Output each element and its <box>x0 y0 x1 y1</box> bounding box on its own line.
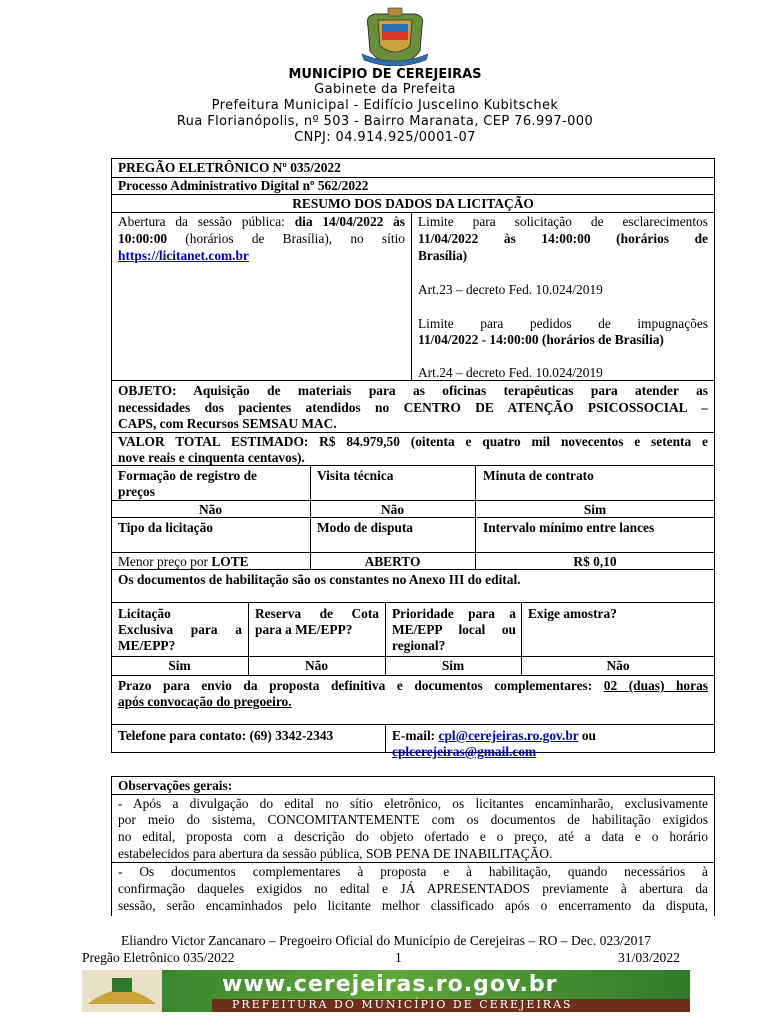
limite-impugnacoes-date: 11/04/2022 - 14:00:00 (horários de Brasília) <box>418 332 664 347</box>
minuta-value: Sim <box>583 502 607 517</box>
visita-label: Visita técnica <box>317 468 394 483</box>
footer-page-number: 1 <box>395 950 402 965</box>
header-line-2: Prefeitura Municipal - Edifício Juscelino Kubitschek <box>211 98 559 113</box>
row-divider <box>111 602 715 603</box>
banner-url: www.cerejeiras.ro.gov.br <box>222 972 558 997</box>
obs-border <box>111 776 112 916</box>
box-border <box>111 158 715 159</box>
email-link-1[interactable]: cpl@cerejeiras.ro.gov.br <box>438 728 579 743</box>
formacao-label: Formação de registro de preços <box>118 468 257 499</box>
intervalo-value: R$ 0,10 <box>573 554 617 569</box>
tipo-value: Menor preço por LOTE <box>118 554 249 569</box>
obs-p1-line-3: no edital, proposta com a descrição do objeto ofertado e o preço, até a data e o horário <box>118 829 708 844</box>
objeto-line-2: necessidades dos pacientes atendidos no CENTRO DE ATENÇÃO PSICOSSOCIAL – <box>118 400 708 415</box>
modo-value: ABERTO <box>364 554 421 569</box>
formacao-value: Não <box>198 502 223 517</box>
limite-esclarecimentos-tz: Brasília) <box>418 248 468 263</box>
limite-impugnacoes: Limite para pedidos de impugnações <box>418 316 708 331</box>
header-line-3: Rua Florianópolis, nº 503 - Bairro Maranata, CEP 76.997-000 <box>176 114 594 129</box>
banner-subtitle: PREFEITURA DO MUNICÍPIO DE CEREJEIRAS <box>232 998 573 1011</box>
email-link-2[interactable]: cplcerejeiras@gmail.com <box>392 744 537 759</box>
municipal-crest <box>360 6 430 66</box>
row-divider <box>111 552 715 553</box>
modo-label: Modo de disputa <box>317 520 413 535</box>
prazo-line-1: Prazo para envio da proposta definitiva e documentos complementares: 02 (duas) horas <box>118 678 708 693</box>
col-divider <box>385 724 386 753</box>
row-divider <box>111 380 715 381</box>
obs-p1-line-2: por meio do sistema, CONCOMITANTEMENTE com os documentos de habilitação exigidos <box>118 812 708 827</box>
amostra-value: Não <box>606 658 630 673</box>
footer-date: 31/03/2022 <box>618 950 680 965</box>
amostra-question: Exige amostra? <box>528 606 617 621</box>
row-divider <box>111 212 715 213</box>
valor-line-1: VALOR TOTAL ESTIMADO: R$ 84.979,50 (oitenta e quatro mil novecentos e setenta e <box>118 434 708 449</box>
abertura-line-1: Abertura da sessão pública: dia 14/04/2022 às <box>118 214 406 229</box>
documentos-note: Os documentos de habilitação são os constantes no Anexo III do edital. <box>118 572 521 587</box>
obs-p1-line-4: estabelecidos para abertura da sessão pública, SOB PENA DE INABILITAÇÃO. <box>118 846 553 861</box>
prioridade-question: Prioridade para a ME/EPP local ou regional? <box>392 606 516 653</box>
resumo-heading: RESUMO DOS DADOS DA LICITAÇÃO <box>292 196 534 211</box>
header-line-1: Gabinete da Prefeita <box>314 82 456 97</box>
row-divider <box>111 500 715 501</box>
limite-esclarecimentos-date: 11/04/2022 às 14:00:00 (horários de <box>418 231 708 246</box>
telefone-contact: Telefone para contato: (69) 3342-2343 <box>118 728 334 743</box>
obs-p2-line-2: confirmação daqueles exigidos no edital e JÁ APRESENTADOS previamente à abertura da <box>118 881 708 896</box>
header-line-4: CNPJ: 04.914.925/0001-07 <box>294 130 476 145</box>
art24-note: Art.24 – decreto Fed. 10.024/2019 <box>418 365 603 380</box>
reserva-value: Não <box>304 658 329 673</box>
obs-border <box>111 776 715 777</box>
pregao-number: PREGÃO ELETRÔNICO Nº 035/2022 <box>118 160 341 175</box>
row-divider <box>111 194 715 195</box>
obs-title: Observações gerais: <box>118 778 233 793</box>
reserva-question: Reserva de Cota para a ME/EPP? <box>255 606 379 637</box>
tipo-label: Tipo da licitação <box>118 520 213 535</box>
col-divider <box>411 212 412 380</box>
row-divider <box>111 656 715 657</box>
row-divider <box>111 675 715 676</box>
processo-number: Processo Administrativo Digital nº 562/2022 <box>118 178 369 193</box>
objeto-line-3: CAPS, com Recursos SEMSAU MAC. <box>118 416 337 431</box>
municipality-title: MUNICÍPIO DE CEREJEIRAS <box>288 67 482 82</box>
licitanet-link[interactable]: https://licitanet.com.br <box>118 248 249 263</box>
visita-value: Não <box>380 502 405 517</box>
prazo-line-2: após convocação do pregoeiro. <box>118 694 292 709</box>
intervalo-label: Intervalo mínimo entre lances <box>483 520 655 535</box>
exclusiva-question: Licitação Exclusiva para a ME/EPP? <box>118 606 242 653</box>
row-divider <box>111 724 715 725</box>
row-divider <box>111 432 715 433</box>
art23-note: Art.23 – decreto Fed. 10.024/2019 <box>418 282 603 297</box>
email-contact: E-mail: cpl@cerejeiras.ro.gov.br ou cplcerejeiras@gmail.com <box>392 728 597 759</box>
footer-signature: Eliandro Victor Zancanaro – Pregoeiro Oficial do Município de Cerejeiras – RO – Dec. 023/2017 <box>120 933 652 948</box>
prioridade-value: Sim <box>441 658 465 673</box>
footer-pregao: Pregão Eletrônico 035/2022 <box>82 950 235 965</box>
abertura-line-2: 10:00:00 (horários de Brasília), no sítio <box>118 231 405 246</box>
obs-p1-line-1: - Após a divulgação do edital no sítio eletrônico, os licitantes encaminharão, exclusivamente <box>118 796 708 811</box>
objeto-line-1: OBJETO: Aquisição de materiais para as oficinas terapêuticas para atender as <box>118 383 708 398</box>
valor-line-2: nove reais e cinquenta centavos). <box>118 450 305 465</box>
minuta-label: Minuta de contrato <box>483 468 594 483</box>
row-divider <box>111 794 715 795</box>
limite-esclarecimentos: Limite para solicitação de esclarecimentos <box>418 214 708 229</box>
obs-p2-line-1: - Os documentos complementares à proposta e à habilitação, quando necessários à <box>118 864 708 879</box>
row-divider <box>111 862 715 863</box>
obs-p2-line-3: sessão, serão encaminhados pelo licitante melhor classificado após o encerramento da disputa, <box>118 898 708 913</box>
obs-border <box>714 776 715 916</box>
exclusiva-value: Sim <box>168 658 191 673</box>
